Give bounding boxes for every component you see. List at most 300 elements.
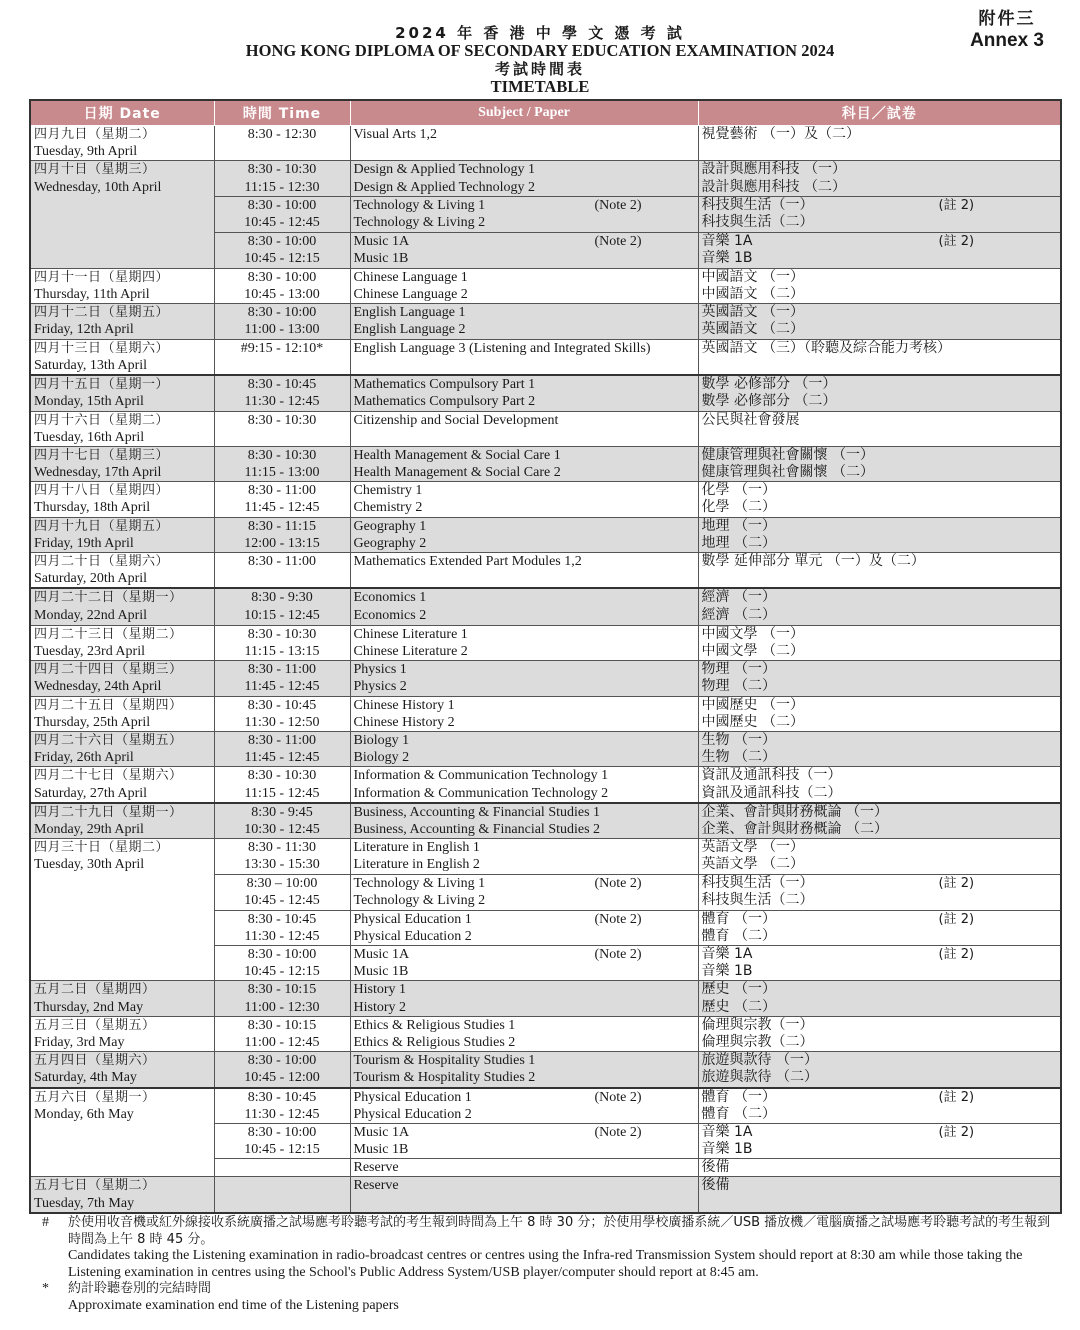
time-cell bbox=[214, 875, 350, 910]
time-slot: 10:45 - 12:00 bbox=[244, 1070, 320, 1086]
time-slot: 8:30 - 9:45 bbox=[251, 804, 313, 820]
date-en: Tuesday, 16th April bbox=[34, 429, 145, 445]
note-ref: (Note 2) bbox=[594, 947, 642, 962]
time-slot: 8:30 - 11:30 bbox=[248, 840, 316, 856]
subject-paper: Chinese Language 2 bbox=[353, 286, 468, 302]
time-slot: 8:30 - 10:30 bbox=[247, 768, 317, 784]
subject-cell bbox=[350, 553, 698, 589]
date-en: Monday, 22nd April bbox=[34, 607, 148, 623]
subject-paper-zh: 倫理與宗教（二） bbox=[701, 1033, 814, 1050]
col-subject-header: Subject / Paper bbox=[350, 100, 698, 126]
subject-paper-zh: 科技與生活（一） bbox=[701, 196, 814, 213]
subject-zh-cell bbox=[698, 1159, 1061, 1177]
subject-cell bbox=[350, 1088, 698, 1124]
subject-paper-zh: 地理 （一） bbox=[701, 517, 776, 534]
note-ref-zh: (註 2) bbox=[938, 876, 975, 892]
subject-paper: Economics 2 bbox=[353, 607, 427, 623]
subject-paper-zh: 經濟 （一） bbox=[701, 589, 776, 606]
subject-paper-zh: 數學 延伸部分 單元 （一）及（二） bbox=[701, 553, 925, 569]
subject-cell bbox=[350, 732, 698, 767]
time-cell bbox=[214, 696, 350, 731]
subject-paper-zh: 中國歷史 （二） bbox=[701, 713, 804, 730]
document-header bbox=[0, 0, 1080, 100]
time-cell bbox=[214, 803, 350, 839]
subject-paper-zh: 體育 （二） bbox=[701, 1105, 776, 1122]
time-slot: 8:30 - 10:30 bbox=[247, 447, 317, 463]
time-slot: 11:15 - 12:30 bbox=[244, 179, 320, 195]
time-slot: #9:15 - 12:10* bbox=[240, 340, 324, 356]
time-cell bbox=[214, 196, 350, 232]
subject-paper-zh: 物理 （一） bbox=[701, 661, 776, 678]
subject-paper-zh: 中國語文 （一） bbox=[701, 268, 804, 285]
subject-paper: Chinese Language 1 bbox=[353, 269, 468, 285]
date-zh: 四月十三日（星期六） bbox=[34, 340, 170, 356]
date-zh: 四月十一日（星期四） bbox=[34, 269, 170, 285]
date-en: Friday, 26th April bbox=[34, 750, 134, 766]
date-cell bbox=[30, 446, 214, 481]
subject-cell bbox=[350, 661, 698, 696]
footnote-star-zh: 約計聆聽卷別的完結時間 bbox=[68, 1281, 212, 1296]
date-en: Thursday, 18th April bbox=[34, 500, 151, 516]
time-cell bbox=[214, 1052, 350, 1088]
subject-paper: Physical Education 1 bbox=[353, 911, 472, 927]
time-cell bbox=[214, 161, 350, 196]
date-cell bbox=[30, 732, 214, 767]
time-slot: 8:30 - 10:45 bbox=[247, 697, 317, 713]
subject-paper: Business, Accounting & Financial Studies 2 bbox=[353, 821, 601, 837]
time-slot: 8:30 - 10:00 bbox=[247, 233, 317, 249]
subject-paper: Literature in English 2 bbox=[353, 857, 480, 873]
footnote-hash-symbol: # bbox=[42, 1215, 49, 1230]
date-en: Monday, 15th April bbox=[34, 394, 144, 410]
subject-paper: History 1 bbox=[353, 982, 406, 998]
subject-paper-zh: 企業、會計與財務概論 （二） bbox=[701, 820, 888, 837]
subject-paper: Tourism & Hospitality Studies 2 bbox=[353, 1070, 536, 1086]
subject-zh-cell bbox=[698, 1016, 1061, 1051]
note-ref-zh: (註 2) bbox=[938, 1124, 975, 1140]
subject-zh-cell bbox=[698, 126, 1061, 161]
subject-zh-cell bbox=[698, 588, 1061, 625]
time-slot: 10:45 - 12:15 bbox=[244, 964, 320, 980]
time-slot: 8:30 - 11:00 bbox=[248, 483, 316, 499]
date-cell bbox=[30, 803, 214, 839]
date-en: Saturday, 13th April bbox=[34, 357, 148, 373]
subject-zh-cell bbox=[698, 839, 1061, 875]
subject-paper-zh: 英語文學 （二） bbox=[701, 856, 804, 873]
subject-paper-zh: 中國文學 （二） bbox=[701, 643, 804, 660]
date-zh: 四月十日（星期三） bbox=[34, 162, 156, 178]
subject-paper-zh: 設計與應用科技 （二） bbox=[701, 178, 846, 195]
table-row bbox=[30, 482, 1061, 517]
time-slot: 11:15 - 13:15 bbox=[244, 644, 320, 660]
subject-paper: Biology 2 bbox=[353, 750, 410, 766]
subject-paper-zh: 中國語文 （二） bbox=[701, 285, 804, 302]
subject-cell bbox=[350, 910, 698, 945]
date-en: Saturday, 27th April bbox=[34, 785, 148, 801]
subject-paper-zh: 中國文學 （一） bbox=[701, 625, 804, 642]
subject-zh-cell bbox=[698, 767, 1061, 803]
time-slot: 10:45 - 12:15 bbox=[244, 250, 320, 266]
subject-paper-zh: 後備 bbox=[701, 1177, 730, 1194]
subject-paper-zh: 視覺藝術 （一）及（二） bbox=[701, 126, 860, 142]
subject-paper: Technology & Living 2 bbox=[353, 214, 486, 230]
subject-paper-zh: 公民與社會發展 bbox=[701, 411, 800, 428]
time-slot: 8:30 - 11:00 bbox=[248, 733, 316, 748]
date-zh: 五月七日（星期二） bbox=[34, 1178, 156, 1194]
time-slot: 8:30 - 10:30 bbox=[247, 162, 317, 178]
date-cell bbox=[30, 339, 214, 375]
time-cell bbox=[214, 910, 350, 945]
subject-paper: History 2 bbox=[353, 999, 406, 1015]
table-row bbox=[30, 161, 1061, 196]
subject-paper-zh: 物理 （二） bbox=[701, 678, 776, 695]
date-zh: 四月二十四日（星期三） bbox=[34, 662, 183, 678]
date-zh: 五月四日（星期六） bbox=[34, 1053, 156, 1069]
subject-cell bbox=[350, 375, 698, 411]
time-slot: 11:30 - 12:50 bbox=[244, 714, 320, 730]
footnote-star-en: Approximate examination end time of the Listening papers bbox=[68, 1297, 399, 1313]
table-row bbox=[30, 553, 1061, 589]
col-date-header: 日期 Date bbox=[30, 100, 214, 126]
date-cell bbox=[30, 661, 214, 696]
date-zh: 四月十二日（星期五） bbox=[34, 305, 170, 321]
subject-paper: Economics 1 bbox=[353, 590, 427, 606]
subject-paper: Mathematics Extended Part Modules 1,2 bbox=[353, 554, 582, 569]
subject-paper-zh: 科技與生活（二） bbox=[701, 213, 814, 230]
subject-cell bbox=[350, 161, 698, 196]
date-en: Monday, 29th April bbox=[34, 821, 144, 837]
date-cell bbox=[30, 1177, 214, 1213]
table-row bbox=[30, 732, 1061, 767]
subject-cell bbox=[350, 232, 698, 268]
date-en: Friday, 19th April bbox=[34, 535, 134, 551]
subject-paper-zh: 中國歷史 （一） bbox=[701, 696, 804, 713]
time-slot: 11:30 - 12:45 bbox=[244, 928, 320, 944]
subject-zh-cell bbox=[698, 1088, 1061, 1124]
subject-paper: Biology 1 bbox=[353, 733, 410, 748]
subject-paper-zh: 資訊及通訊科技（二） bbox=[701, 784, 842, 801]
note-ref-zh: (註 2) bbox=[938, 947, 975, 962]
subject-paper-zh: 英國語文 （三）（聆聽及綜合能力考核） bbox=[701, 339, 951, 356]
subject-paper-zh: 音樂 1A bbox=[701, 1123, 753, 1140]
subject-zh-cell bbox=[698, 232, 1061, 268]
date-cell bbox=[30, 304, 214, 339]
date-en: Wednesday, 17th April bbox=[34, 465, 162, 481]
time-slot: 12:00 - 13:15 bbox=[244, 535, 320, 551]
date-cell bbox=[30, 375, 214, 411]
time-slot: 10:45 - 13:00 bbox=[244, 286, 320, 302]
date-cell bbox=[30, 268, 214, 303]
subject-cell bbox=[350, 696, 698, 731]
date-en: Thursday, 2nd May bbox=[34, 999, 144, 1015]
subject-paper-zh: 後備 bbox=[701, 1159, 730, 1176]
date-zh: 四月十九日（星期五） bbox=[34, 518, 170, 534]
subject-paper: Geography 1 bbox=[353, 518, 427, 534]
subject-paper: Music 1B bbox=[353, 964, 409, 980]
subject-paper: Tourism & Hospitality Studies 1 bbox=[353, 1053, 536, 1069]
time-slot: 8:30 - 9:30 bbox=[251, 590, 313, 606]
subject-zh-cell bbox=[698, 1177, 1061, 1213]
time-slot: 11:15 - 13:00 bbox=[244, 465, 320, 481]
date-cell bbox=[30, 696, 214, 731]
title-block bbox=[140, 24, 940, 96]
date-zh: 五月二日（星期四） bbox=[34, 982, 156, 998]
time-cell bbox=[214, 981, 350, 1016]
time-cell bbox=[214, 946, 350, 981]
time-slot: 10:45 - 12:15 bbox=[244, 1142, 320, 1158]
date-cell bbox=[30, 588, 214, 625]
subject-zh-cell bbox=[698, 304, 1061, 339]
date-zh: 五月三日（星期五） bbox=[34, 1017, 156, 1033]
footnote-hash-zh: 於使用收音機或紅外線接收系統廣播之試場應考聆聽考試的考生報到時間為上午 8 時 30 分；於使用學校廣播系統／USB 播放機／電腦廣播之試場應考聆聽考試的考生報到時間為上午 8 時 45 分。 bbox=[68, 1215, 1051, 1247]
note-ref-zh: (註 2) bbox=[938, 911, 975, 927]
subject-cell bbox=[350, 875, 698, 910]
subject-paper: Chinese Literature 1 bbox=[353, 626, 468, 642]
subject-paper: Physics 1 bbox=[353, 662, 407, 678]
date-cell bbox=[30, 1052, 214, 1088]
subject-paper: Chinese History 2 bbox=[353, 714, 455, 730]
date-en: Tuesday, 23rd April bbox=[34, 644, 145, 660]
subject-paper: Geography 2 bbox=[353, 535, 427, 551]
subject-cell bbox=[350, 1159, 698, 1177]
time-cell bbox=[214, 339, 350, 375]
date-zh: 四月十八日（星期四） bbox=[34, 483, 170, 499]
subject-cell bbox=[350, 482, 698, 517]
note-ref: (Note 2) bbox=[594, 1089, 642, 1105]
date-zh: 四月十六日（星期二） bbox=[34, 412, 170, 428]
footnotes bbox=[40, 1215, 1060, 1314]
subject-paper-zh: 英國語文 （二） bbox=[701, 321, 804, 338]
subject-paper-zh: 化學 （一） bbox=[701, 482, 776, 499]
time-slot: 8:30 - 10:00 bbox=[247, 1124, 317, 1140]
subject-paper: Chemistry 1 bbox=[353, 483, 423, 499]
date-zh: 四月二十三日（星期二） bbox=[34, 626, 183, 642]
subject-zh-cell bbox=[698, 875, 1061, 910]
date-en: Thursday, 25th April bbox=[34, 714, 151, 730]
annex-label bbox=[970, 8, 1044, 52]
date-en: Friday, 12th April bbox=[34, 322, 134, 338]
subject-paper-zh: 英國語文 （一） bbox=[701, 304, 804, 321]
subject-paper: Business, Accounting & Financial Studies 1 bbox=[353, 804, 601, 820]
subject-paper-zh: 經濟 （二） bbox=[701, 606, 776, 623]
time-cell bbox=[214, 1123, 350, 1158]
subject-paper: Physical Education 1 bbox=[353, 1089, 472, 1105]
date-zh: 五月六日（星期一） bbox=[34, 1089, 156, 1105]
subject-paper-zh: 科技與生活（二） bbox=[701, 892, 814, 909]
subject-paper-zh: 數學 必修部分 （一） bbox=[701, 376, 837, 392]
subject-paper-zh: 科技與生活（一） bbox=[701, 875, 814, 892]
table-row bbox=[30, 1177, 1061, 1213]
subject-paper-zh: 生物 （一） bbox=[701, 732, 776, 748]
subject-cell bbox=[350, 1016, 698, 1051]
subject-paper: Physical Education 2 bbox=[353, 1106, 472, 1122]
subject-paper-zh: 健康管理與社會關懷 （二） bbox=[701, 464, 874, 481]
subject-paper-zh: 音樂 1B bbox=[701, 1141, 753, 1158]
subject-cell bbox=[350, 981, 698, 1016]
subject-zh-cell bbox=[698, 981, 1061, 1016]
subject-cell bbox=[350, 196, 698, 232]
date-zh: 四月二十日（星期六） bbox=[34, 554, 170, 569]
time-slot: 8:30 - 10:15 bbox=[247, 1017, 317, 1033]
date-zh: 四月二十二日（星期一） bbox=[34, 590, 183, 606]
date-en: Thursday, 11th April bbox=[34, 286, 150, 302]
date-cell bbox=[30, 1088, 214, 1177]
date-zh: 四月三十日（星期二） bbox=[34, 840, 170, 856]
subject-zh-cell bbox=[698, 268, 1061, 303]
subject-paper-zh: 歷史 （二） bbox=[701, 998, 776, 1015]
subject-cell bbox=[350, 517, 698, 552]
note-ref: (Note 2) bbox=[594, 911, 642, 927]
time-cell bbox=[214, 268, 350, 303]
time-slot: 8:30 - 12:30 bbox=[247, 127, 317, 142]
subject-paper-zh: 音樂 1A bbox=[701, 232, 753, 249]
subject-paper: Technology & Living 1 bbox=[353, 876, 486, 892]
subject-cell bbox=[350, 946, 698, 981]
subject-paper: Technology & Living 2 bbox=[353, 893, 486, 909]
time-slot: 11:30 - 12:45 bbox=[244, 394, 320, 410]
subject-paper-zh: 地理 （二） bbox=[701, 534, 776, 551]
time-slot: 8:30 - 10:45 bbox=[247, 911, 317, 927]
date-zh: 四月二十七日（星期六） bbox=[34, 768, 183, 784]
note-ref: (Note 2) bbox=[594, 197, 642, 213]
date-cell bbox=[30, 411, 214, 446]
subject-paper: Information & Communication Technology 2 bbox=[353, 785, 609, 801]
subject-paper: Reserve bbox=[353, 1178, 399, 1194]
date-cell bbox=[30, 553, 214, 589]
subject-zh-cell bbox=[698, 1123, 1061, 1158]
time-cell bbox=[214, 588, 350, 625]
subject-paper-zh: 健康管理與社會關懷 （一） bbox=[701, 446, 874, 463]
time-cell bbox=[214, 661, 350, 696]
subject-zh-cell bbox=[698, 375, 1061, 411]
subject-paper-zh: 旅遊與款待 （一） bbox=[701, 1052, 818, 1069]
time-cell bbox=[214, 375, 350, 411]
date-en: Tuesday, 30th April bbox=[34, 857, 145, 873]
date-cell bbox=[30, 517, 214, 552]
subject-paper: English Language 2 bbox=[353, 322, 466, 338]
table-row bbox=[30, 375, 1061, 411]
subject-zh-cell bbox=[698, 446, 1061, 481]
time-slot: 8:30 - 10:00 bbox=[247, 197, 317, 213]
time-slot: 8:30 - 11:15 bbox=[248, 518, 316, 534]
subject-paper-zh: 音樂 1B bbox=[701, 249, 753, 266]
subject-paper: Technology & Living 1 bbox=[353, 197, 486, 213]
subject-paper-zh: 數學 必修部分 （二） bbox=[701, 393, 837, 410]
time-cell bbox=[214, 732, 350, 767]
time-cell bbox=[214, 1177, 350, 1213]
subject-cell bbox=[350, 304, 698, 339]
table-row bbox=[30, 1088, 1061, 1124]
date-cell bbox=[30, 1016, 214, 1051]
subject-zh-cell bbox=[698, 411, 1061, 446]
subject-zh-cell bbox=[698, 161, 1061, 196]
table-row bbox=[30, 1016, 1061, 1051]
table-row bbox=[30, 446, 1061, 481]
subject-zh-cell bbox=[698, 625, 1061, 660]
note-ref-zh: (註 2) bbox=[938, 233, 975, 249]
date-en: Friday, 3rd May bbox=[34, 1034, 125, 1050]
subject-paper-zh: 生物 （二） bbox=[701, 749, 776, 766]
time-slot: 11:30 - 12:45 bbox=[244, 1106, 320, 1122]
time-cell bbox=[214, 625, 350, 660]
title-zh: 2024 年 香 港 中 學 文 憑 考 試 bbox=[395, 24, 685, 42]
table-row bbox=[30, 803, 1061, 839]
title-en: HONG KONG DIPLOMA OF SECONDARY EDUCATION EXAMINATION 2024 bbox=[245, 41, 835, 60]
subject-paper-zh: 音樂 1A bbox=[701, 946, 753, 962]
time-cell bbox=[214, 517, 350, 552]
subject-paper-zh: 資訊及通訊科技（一） bbox=[701, 767, 842, 784]
table-row bbox=[30, 696, 1061, 731]
footnote-hash bbox=[40, 1215, 1060, 1281]
subject-paper: English Language 1 bbox=[353, 305, 466, 321]
time-slot: 10:45 - 12:45 bbox=[244, 893, 320, 909]
subject-paper: Design & Applied Technology 2 bbox=[353, 179, 536, 195]
footnote-star bbox=[40, 1281, 1060, 1314]
subject-paper: Reserve bbox=[353, 1160, 399, 1176]
subject-paper: Chinese History 1 bbox=[353, 697, 455, 713]
time-slot: 8:30 - 11:00 bbox=[248, 662, 316, 678]
subject-paper: Chinese Literature 2 bbox=[353, 644, 468, 660]
date-zh: 四月二十五日（星期四） bbox=[34, 697, 183, 713]
subject-paper-zh: 化學 （二） bbox=[701, 499, 776, 516]
table-row bbox=[30, 588, 1061, 625]
time-slot: 11:15 - 12:45 bbox=[244, 785, 320, 801]
time-cell bbox=[214, 839, 350, 875]
subject-paper: Music 1B bbox=[353, 1142, 409, 1158]
date-zh: 四月十五日（星期一） bbox=[34, 377, 170, 392]
time-cell bbox=[214, 126, 350, 161]
date-cell bbox=[30, 161, 214, 268]
table-row bbox=[30, 661, 1061, 696]
date-cell bbox=[30, 767, 214, 803]
subject-paper: Ethics & Religious Studies 1 bbox=[353, 1017, 516, 1033]
subject-paper: Music 1B bbox=[353, 250, 409, 266]
annex-zh: 附件三 bbox=[978, 9, 1036, 29]
subject-paper: Visual Arts 1,2 bbox=[353, 127, 438, 142]
date-en: Saturday, 20th April bbox=[34, 571, 148, 587]
date-cell bbox=[30, 126, 214, 161]
time-slot: 8:30 - 10:30 bbox=[247, 626, 317, 642]
time-cell bbox=[214, 553, 350, 589]
time-slot: 8:30 - 10:00 bbox=[247, 269, 317, 285]
time-slot: 10:15 - 12:45 bbox=[244, 607, 320, 623]
time-cell bbox=[214, 1088, 350, 1124]
subject-zh-cell bbox=[698, 696, 1061, 731]
subtitle-en: TIMETABLE bbox=[490, 77, 590, 96]
subject-paper-zh: 體育 （二） bbox=[701, 927, 776, 944]
subject-paper-zh: 音樂 1B bbox=[701, 963, 753, 980]
date-zh: 四月十七日（星期三） bbox=[34, 447, 170, 463]
subject-paper: English Language 3 (Listening and Integrated Skills) bbox=[353, 340, 651, 356]
subject-cell bbox=[350, 588, 698, 625]
table-row bbox=[30, 517, 1061, 552]
subject-paper-zh: 設計與應用科技 （一） bbox=[701, 161, 846, 178]
date-en: Wednesday, 24th April bbox=[34, 679, 162, 695]
time-slot: 11:00 - 12:30 bbox=[244, 999, 320, 1015]
subject-paper: Physical Education 2 bbox=[353, 928, 472, 944]
subject-paper: Health Management & Social Care 2 bbox=[353, 465, 561, 481]
time-cell bbox=[214, 232, 350, 268]
subject-paper: Music 1A bbox=[353, 947, 410, 962]
subject-paper: Music 1A bbox=[353, 1124, 410, 1140]
date-en: Tuesday, 7th May bbox=[34, 1195, 135, 1211]
subject-paper: Citizenship and Social Development bbox=[353, 412, 559, 428]
subject-paper-zh: 企業、會計與財務概論 （一） bbox=[701, 803, 888, 820]
subject-cell bbox=[350, 1123, 698, 1158]
table-row bbox=[30, 339, 1061, 375]
subject-cell bbox=[350, 767, 698, 803]
subject-paper: Information & Communication Technology 1 bbox=[353, 768, 609, 784]
